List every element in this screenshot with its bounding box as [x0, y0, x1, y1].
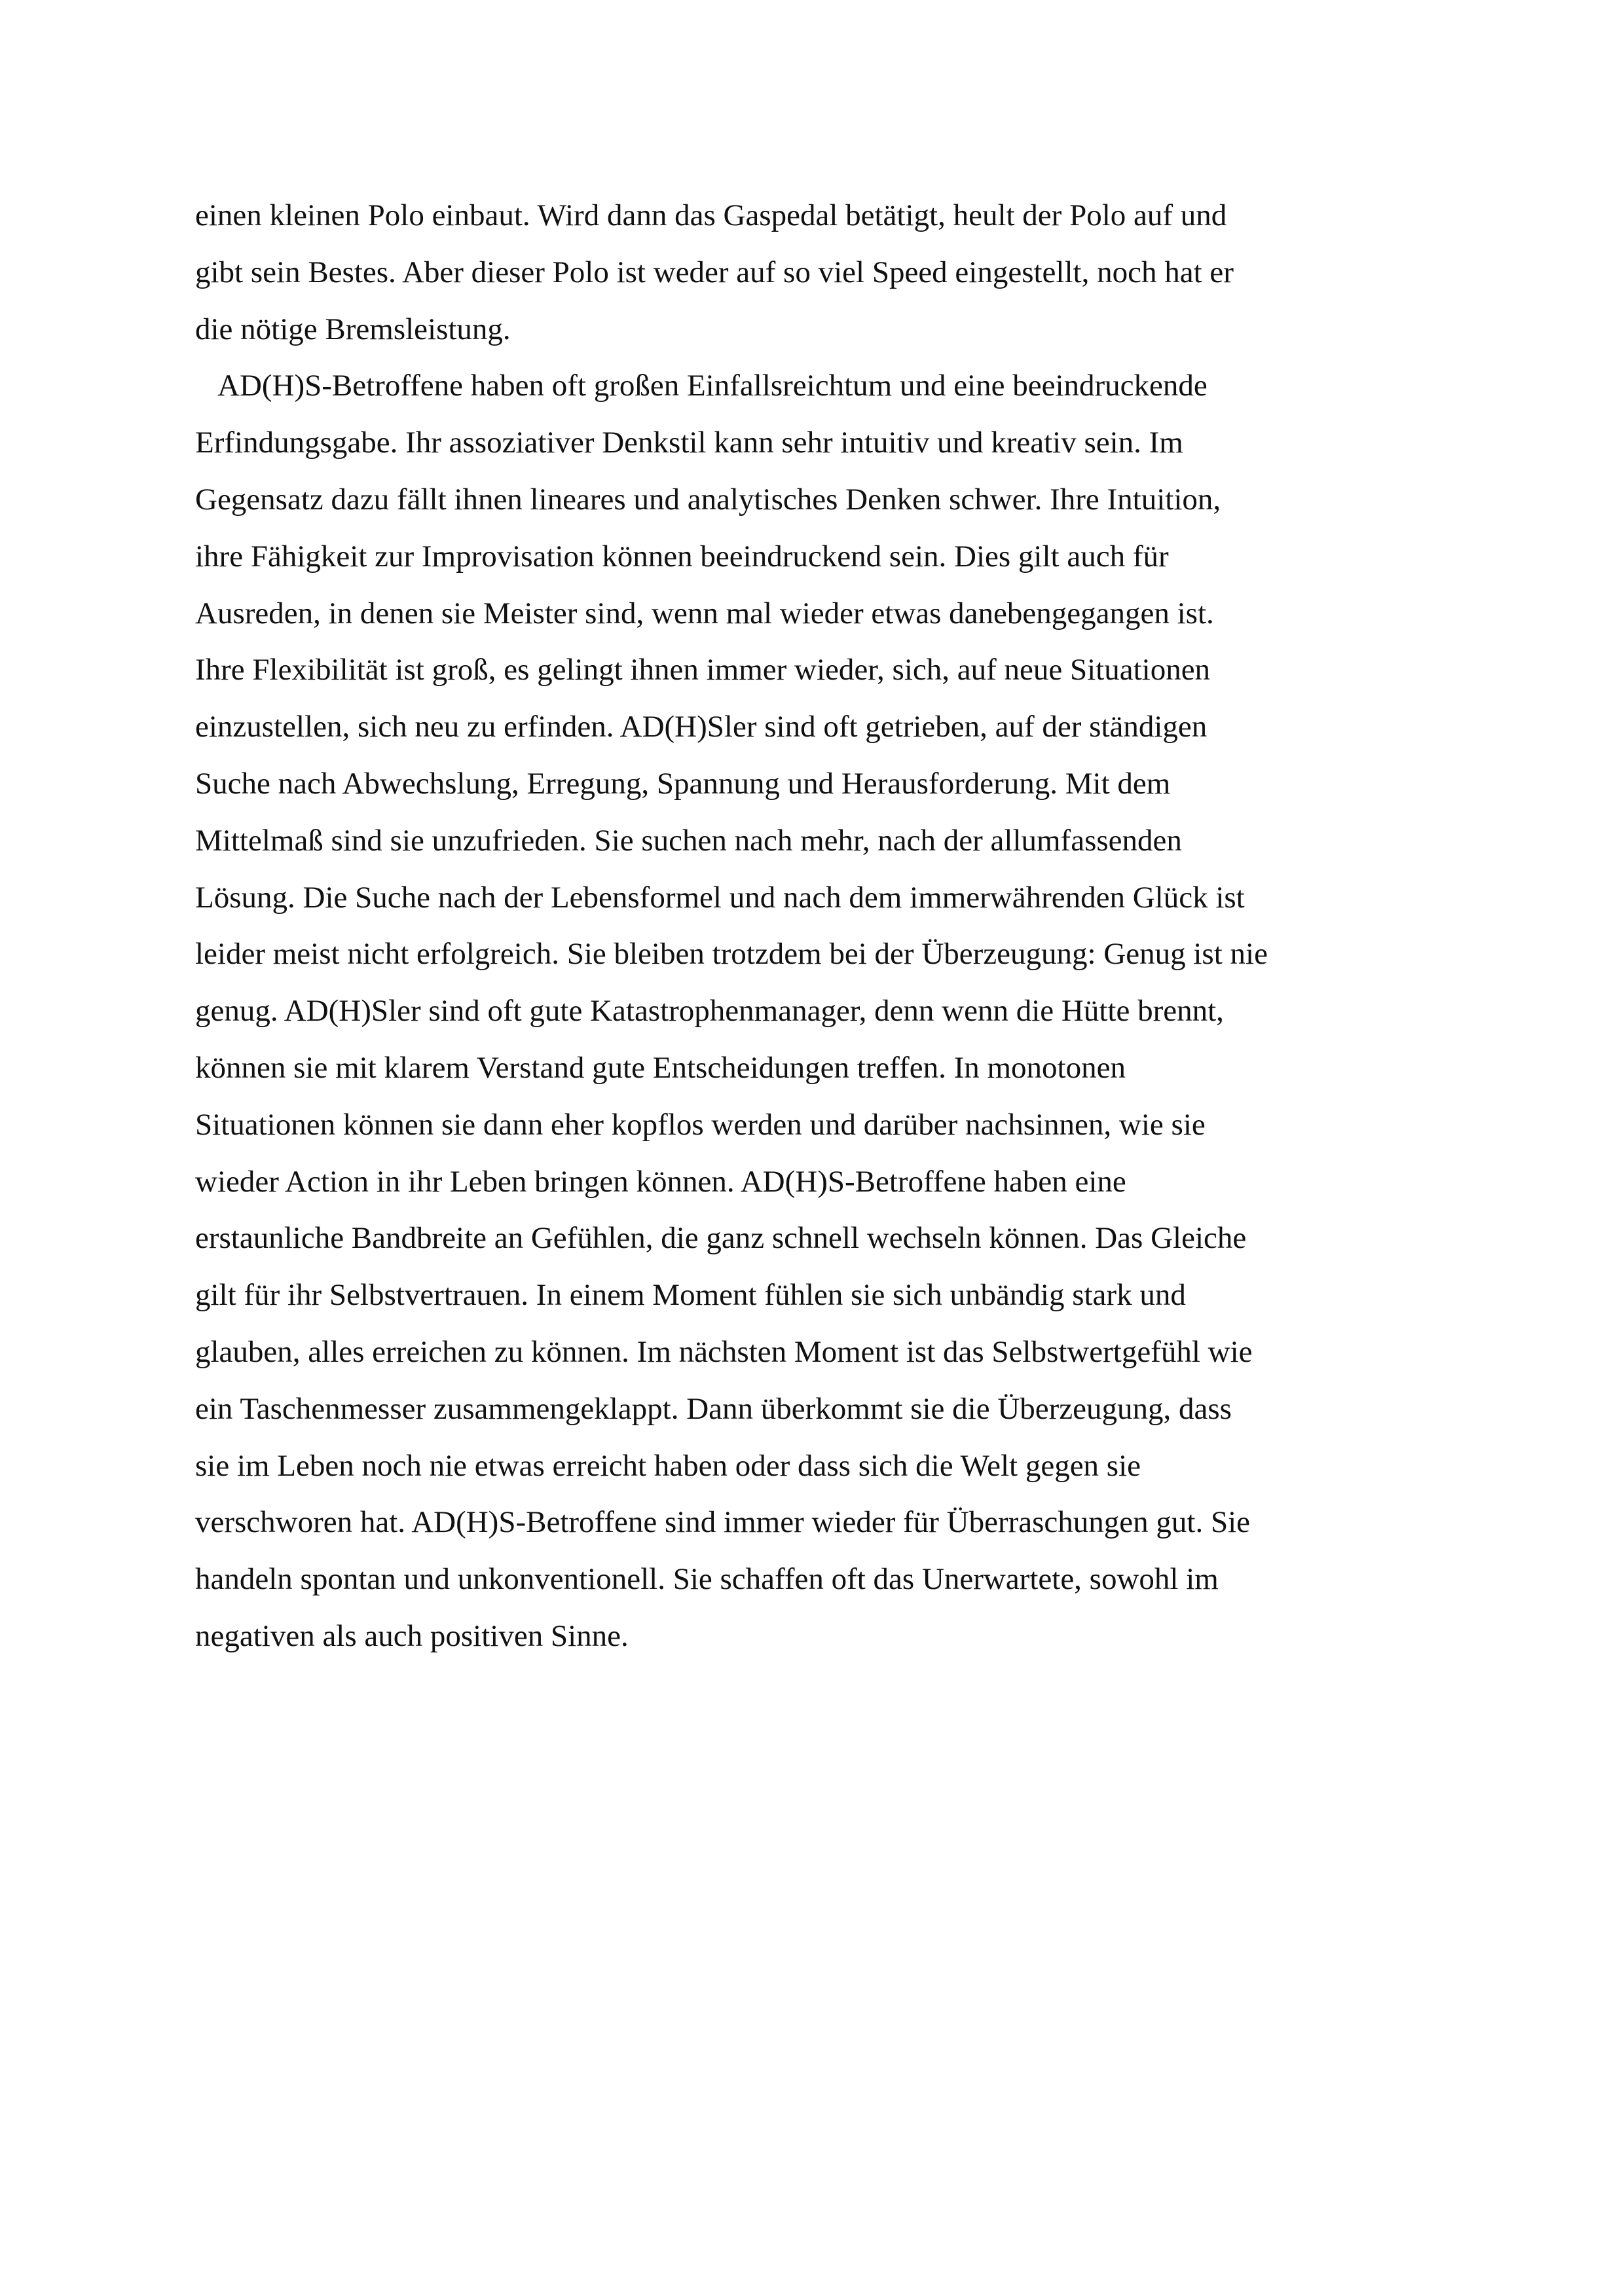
text-line: können sie mit klarem Verstand gute Entscheidungen treffen. In monotonen [195, 1050, 1126, 1085]
text-line: Lösung. Die Suche nach der Lebensformel und nach dem immerwährenden Glück ist [195, 880, 1245, 915]
text-line: Gegensatz dazu fällt ihnen lineares und analytisches Denken schwer. Ihre Intuition, [195, 482, 1221, 517]
text-line: Suche nach Abwechslung, Erregung, Spannung und Herausforderung. Mit dem [195, 766, 1171, 801]
text-line: leider meist nicht erfolgreich. Sie bleiben trotzdem bei der Überzeugung: Genug ist nie [195, 937, 1268, 972]
body-text [195, 187, 1361, 1665]
text-line: einzustellen, sich neu zu erfinden. AD(H)Sler sind oft getrieben, auf der ständigen [195, 710, 1208, 744]
text-line: die nötige Bremsleistung. [195, 312, 511, 346]
text-line: Situationen können sie dann eher kopflos werden und darüber nachsinnen, wie sie [195, 1107, 1206, 1142]
text-line: gilt für ihr Selbstvertrauen. In einem Moment fühlen sie sich unbändig stark und [195, 1278, 1186, 1313]
text-line: negativen als auch positiven Sinne. [195, 1618, 629, 1653]
text-line: Ihre Flexibilität ist groß, es gelingt ihnen immer wieder, sich, auf neue Situationen [195, 653, 1211, 687]
text-line: ein Taschenmesser zusammengeklappt. Dann überkommt sie die Überzeugung, dass [195, 1391, 1232, 1426]
text-line: ihre Fähigkeit zur Improvisation können beeindruckend sein. Dies gilt auch für [195, 539, 1169, 574]
text-line: genug. AD(H)Sler sind oft gute Katastrophenmanager, denn wenn die Hütte brennt, [195, 994, 1224, 1029]
text-line: einen kleinen Polo einbaut. Wird dann das Gaspedal betätigt, heult der Polo auf und [195, 198, 1227, 232]
text-line: erstaunliche Bandbreite an Gefühlen, die ganz schnell wechseln können. Das Gleiche [195, 1221, 1247, 1256]
text-line: wieder Action in ihr Leben bringen können. AD(H)S-Betroffene haben eine [195, 1164, 1126, 1199]
text-line: verschworen hat. AD(H)S-Betroffene sind immer wieder für Überraschungen gut. Sie [195, 1505, 1251, 1540]
text-line: Ausreden, in denen sie Meister sind, wenn mal wieder etwas danebengegangen ist. [195, 596, 1214, 630]
text-line: glauben, alles erreichen zu können. Im nächsten Moment ist das Selbstwertgefühl wie [195, 1334, 1253, 1369]
text-line: Erfindungsgabe. Ihr assoziativer Denkstil kann sehr intuitiv und kreativ sein. Im [195, 426, 1183, 460]
paragraph-2 [195, 357, 1361, 1664]
text-line: sie im Leben noch nie etwas erreicht haben oder dass sich die Welt gegen sie [195, 1448, 1141, 1483]
text-line: Mittelmaß sind sie unzufrieden. Sie suchen nach mehr, nach der allumfassenden [195, 823, 1182, 858]
text-line: AD(H)S-Betroffene haben oft großen Einfallsreichtum und eine beeindruckende [217, 369, 1208, 403]
paragraph-1 [195, 187, 1361, 357]
text-line: handeln spontan und unkonventionell. Sie schaffen oft das Unerwartete, sowohl im [195, 1562, 1219, 1597]
text-line: gibt sein Bestes. Aber dieser Polo ist weder auf so viel Speed eingestellt, noch hat er [195, 255, 1234, 289]
